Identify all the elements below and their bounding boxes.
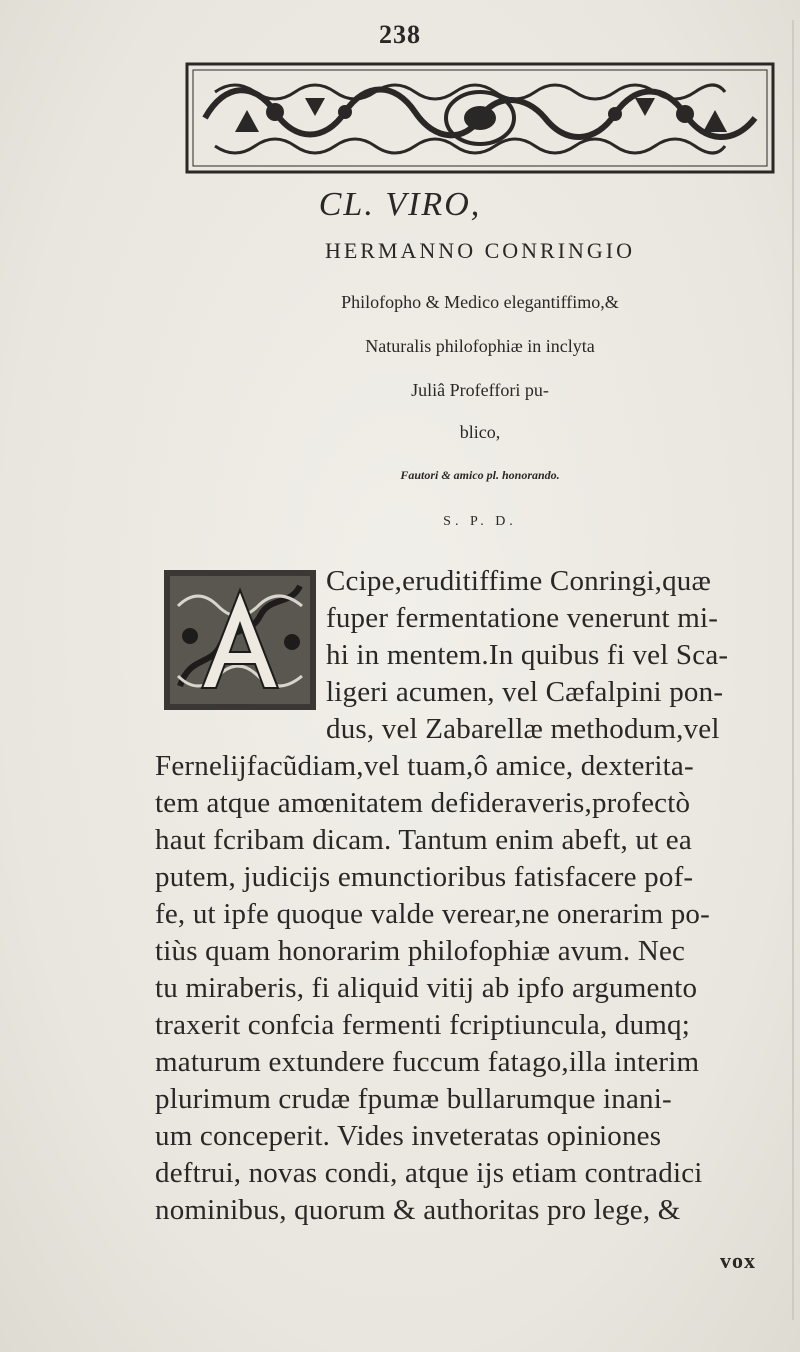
- dedication-salutation-to: CL. VIRO,: [318, 186, 482, 223]
- dedicatee-title-line: Philofopho & Medico elegantiffimo,&: [341, 292, 619, 312]
- body-text-line: dus, vel Zabarellæ methodum,vel: [326, 713, 720, 745]
- body-text-line: Ccipe,eruditiffime Conringi,quæ: [326, 565, 712, 597]
- body-text-line: hi in mentem.In quibus fi vel Sca-: [326, 639, 729, 671]
- catchword: vox: [720, 1248, 756, 1273]
- body-text-line: tiùs quam honorarim philofophiæ avum. Nec: [155, 935, 686, 967]
- decorated-initial-icon: [160, 566, 320, 722]
- salutem-plurimam-dicit: S. P. D.: [443, 514, 517, 529]
- page-edge: [792, 20, 794, 1320]
- body-text-line: plurimum crudæ fpumæ bullarumque inani-: [155, 1083, 672, 1115]
- body-text-line: fuper fermentatione venerunt mi-: [326, 602, 719, 634]
- body-text-line: um conceperit. Vides inveteratas opiniones: [155, 1120, 662, 1152]
- body-text-line: tem atque amœnitatem defideraveris,profectò: [155, 787, 691, 819]
- body-text-line: ligeri acumen, vel Cæfalpini pon-: [326, 676, 724, 708]
- patron-line: Fautori & amico pl. honorando.: [400, 468, 560, 482]
- body-text-line: nominibus, quorum & authoritas pro lege, &: [155, 1194, 681, 1226]
- body-text-line: Fernelijfacũdiam,vel tuam,ô amice, dexterita-: [155, 750, 694, 782]
- body-text-line: putem, judicijs emunctioribus fatisfacere pof-: [155, 861, 694, 893]
- dedicatee-name: HERMANNO CONRINGIO: [324, 238, 636, 263]
- body-text-line: haut fcribam dicam. Tantum enim abeft, ut ea: [155, 824, 692, 856]
- dedicatee-title-line: Naturalis philofophiæ in inclyta: [365, 336, 595, 356]
- body-text-line: traxerit confcia fermenti fcriptiuncula, dumq;: [155, 1009, 691, 1041]
- dedicatee-title-line: Juliâ Profeffori pu-: [411, 380, 549, 400]
- body-text-line: deftrui, novas condi, atque ijs etiam contradici: [155, 1157, 703, 1189]
- page-number: 238: [379, 20, 421, 49]
- body-text-line: maturum extundere fuccum fatago,illa interim: [155, 1046, 700, 1078]
- dedicatee-title-line: blico,: [459, 422, 501, 442]
- ornamental-headpiece-icon: [185, 62, 775, 174]
- body-text-line: tu miraberis, fi aliquid vitij ab ipfo argumento: [155, 972, 698, 1004]
- body-text-line: fe, ut ipfe quoque valde verear,ne onerarim po-: [155, 898, 710, 930]
